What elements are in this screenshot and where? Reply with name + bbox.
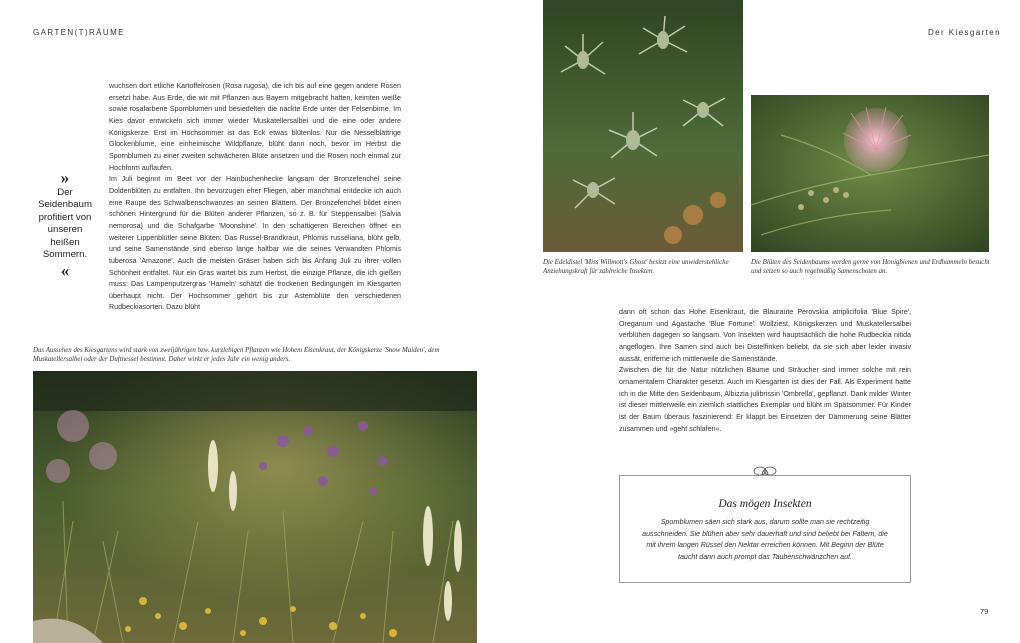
insect-infobox — [619, 475, 911, 583]
sea-holly-caption-text: Die Edeldistel 'Miss Willmott's Ghost' besitzt eine unwiderstehliche Anziehungskraft für zahlreiche Insekten. — [543, 259, 729, 276]
pullquote-open-mark: » — [60, 168, 70, 187]
silk-tree-caption-text: Die Blüten des Seidenbaums werden gerne von Honigbienen und Erdhummeln besucht und setzen so auch regelmäßig Samenschoten an. — [751, 259, 990, 276]
garden-photo-caption — [33, 346, 463, 365]
running-head-right: Der Kiesgarten — [928, 28, 1001, 37]
pullquote — [33, 168, 97, 281]
infobox-text: Spornblumen säen sich stark aus, darum sollte man sie rechtzeitig ausschneiden. Sie blühen aber sehr dauerhaft und sind beliebt bei Faltern, die mit ihrem langen Rüssel den Nektar erreichen können. Mit Beginn der Blüte taucht dann auch prompt das Taubenschwänzchen auf. — [642, 518, 888, 561]
pullquote-text: Der Seidenbaum profitiert von unseren heißen Sommern. — [38, 187, 92, 261]
page-number: 79 — [980, 607, 989, 616]
gravel-garden-photo — [33, 371, 477, 643]
sea-holly-photo — [543, 0, 743, 252]
running-head-left: GARTEN(T)RÄUME — [33, 28, 125, 37]
silk-tree-caption — [751, 258, 991, 277]
right-paragraph-1: dann oft schon das Hohe Eisenkraut, die Blauraute Perovskia atriplicifolia 'Blue Spire', Oreganum und Agastache 'Blue Fortune'. Wollziest, Königskerzen und Muskatellersalbei verblühen dagegen so langsam. Von Insekten wird hauptsächlich die hohe Rudbeckia nitida angeflogen. Ihre Samen sind auch bei Distelfinken beliebt, da sie sich aber leider invasiv aussät, entferne ich mittlerweile die Samenstände. — [619, 308, 911, 363]
right-body-column — [619, 307, 911, 435]
left-paragraph-1: wuchsen dort etliche Kartoffelrosen (Rosa rugosa), die ich bis auf eine gegen andere Rosen ersetzt habe. Aus Erde, die wir mit Pflanzen aus Bayern mitgebracht hatten, keimten weiße sowie rosafarbene Spornblumen und besiedelten die nackte Erde unter der Felsenbirne. Im Kies davor entwickeln sich immer wieder Muskatellersalbei und die eine oder andere Königskerze. Erst im Hochsommer ist das Eck etwas blütenlos. Nur die Nesselblättrige Glockenblume, eine einheimische Wildpflanze, blüht dann noch, bevor im Herbst die Spornblumen zu einer zweiten schwächeren Blüte ansetzen und die Rosen noch einmal zur Hochform auflaufen. — [109, 82, 401, 172]
right-paragraph-2: Zwischen die für die Natur nützlichen Bäume und Sträucher sind immer solche mit rein ornamentalem Charakter gesetzt. Auch im Kiesgarten ist dies der Fall. Als Experiment hatte ich in die Mitte den Seidenbaum, Albizzia julibrissin 'Ombrella', gepflanzt. Dank milder Winter ist dieser mittlerweile ein ziemlich stattliches Exemplar und blüht im Spätsommer. Für Kinder ist der Baum überaus faszinierend: Er klappt bei Einsetzen der Dämmerung seine Blätter zusammen und »geht schlafen«. — [619, 366, 911, 433]
left-paragraph-2: Im Juli beginnt im Beet vor der Hainbuchenhecke langsam der Bronzefenchel seine Doldenblüten zu entfalten. Ihn bevorzugen eher Fliegen, aber manchmal entdecke ich auch eine Raupe des Schwalbenschwanzes an seinen Blättern. Der Bronzefenchel bildet einen schönen Hintergrund für die Blüten anderer Pflanzen, so z. B. für Steppensalbei (Salvia nemorosa) und die Schafgarbe 'Moonshine'. In den schattigeren Bereichen öffnet ein weiterer Lippenblütler seine Blüten: Das Russel-Brandkraut, Phlomis russeliana, blüht gelb, und seine Samenstände sind ebenso lange haltbar wie die seines Verwandten Phlomis tuberosa 'Amazone'. Auch die meisten Gräser haben sich bis Anfang Juli zu ihrer vollen Schönheit entfaltet. Nur ein Gras wartet bis zum Herbst, die einzige Pflanze, die ich gießen muss: Das Lampenputzergras 'Hameln' schätzt die trockenen Bedingungen im Kiesgarten überhaupt nicht. Der Hochsommer gehört bis zur Asternblüte den verschiedenen Rudbeckiasorten. Dazu blüht — [109, 175, 401, 312]
silk-tree-photo — [751, 95, 989, 252]
sea-holly-caption — [543, 258, 743, 277]
infobox-title: Das mögen Insekten — [718, 498, 812, 510]
pullquote-close-mark: « — [60, 261, 70, 281]
left-body-column — [109, 81, 401, 314]
garden-photo-caption-text: Das Aussehen des Kiesgartens wird stark von zweijährigen bzw. kurzlebigen Pflanzen wie Hohem Eisenkraut, der Königskerze 'Snow Maiden', dem Muskatellersalbei oder der Duftnessel bestimmt. Daher wirkt er jedes Jahr ein wenig anders. — [33, 347, 440, 364]
